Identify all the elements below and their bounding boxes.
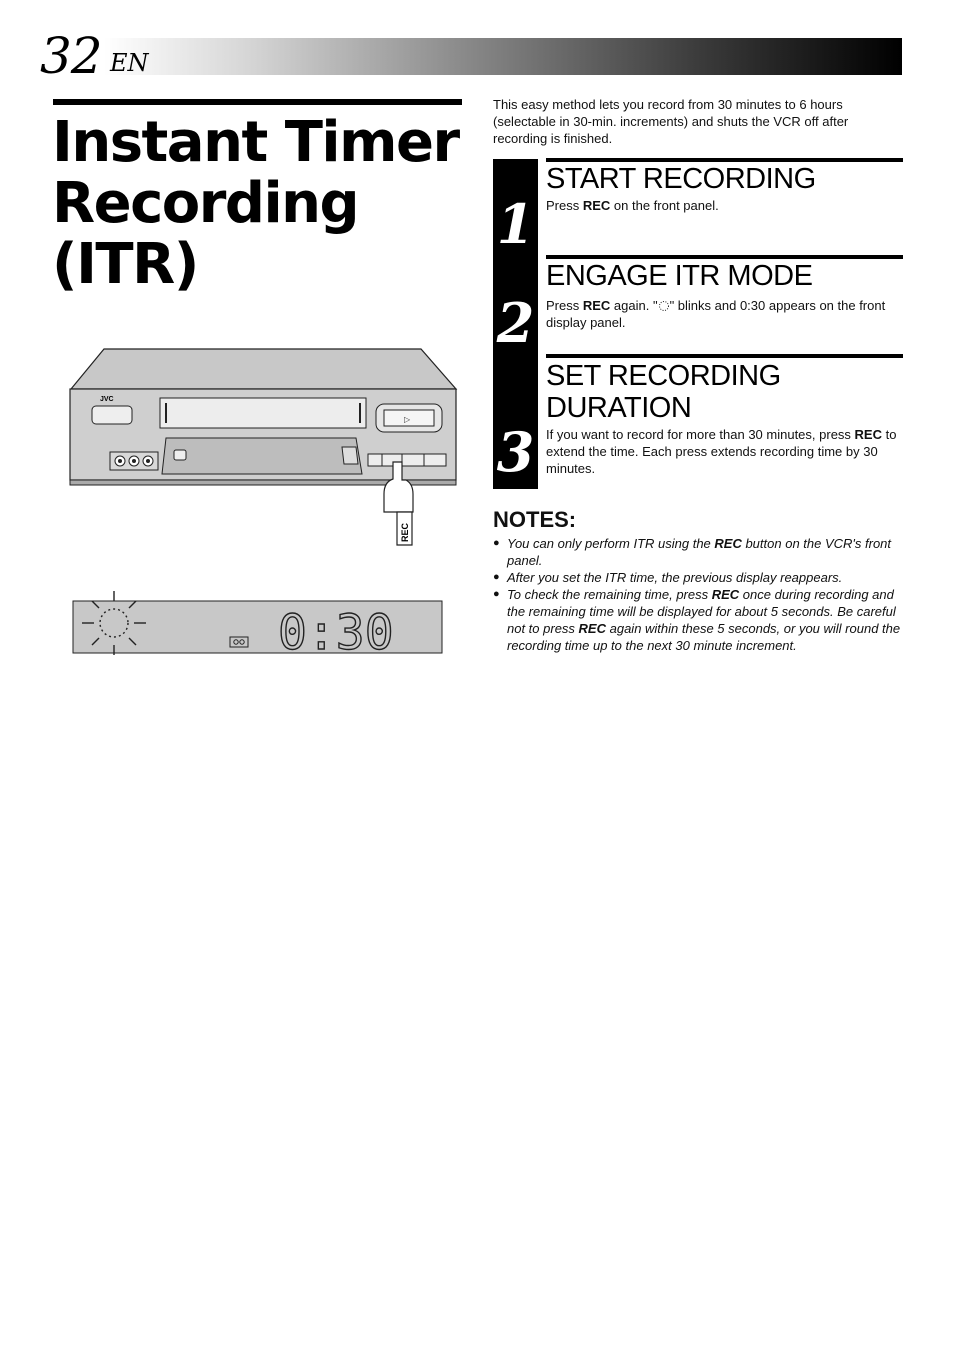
step-1-number: 1 [496, 192, 535, 256]
notes-list [493, 535, 903, 654]
step-2-rule [546, 255, 903, 259]
header-gradient-bar [104, 38, 902, 75]
front-display-panel [72, 589, 444, 655]
notes-title: NOTES: [493, 507, 577, 532]
step-1-heading: START RECORDING [546, 163, 816, 195]
intro-paragraph: This easy method lets you record from 30 minutes to 6 hours (selectable in 30-min. increments) and shuts the VCR off after recording is finished. [493, 97, 849, 146]
page-language: EN [110, 49, 149, 77]
note-text: You can only perform ITR using the REC button on the VCR's front panel. [507, 536, 892, 568]
note-text: To check the remaining time, press REC once during recording and the remaining time will be displayed for about 5 seconds. Be careful not to press REC again within these 5 seconds, or you will round the recording time up to the next 30 minute increment. [507, 587, 901, 653]
svg-text:▷: ▷ [404, 415, 411, 424]
page-number: 32 [40, 27, 102, 85]
step-3-text: If you want to record for more than 30 minutes, press REC to extend the time. Each press extends recording time by 30 minutes. [546, 427, 897, 476]
step-2-number: 2 [496, 291, 535, 355]
blink-icon [658, 300, 670, 312]
step-1-text: Press REC on the front panel. [546, 198, 719, 213]
step-1-rule [546, 158, 903, 162]
note-text: After you set the ITR time, the previous display reappears. [507, 570, 843, 585]
note-item: ● You can only perform ITR using the REC button on the VCR's front panel. [493, 536, 892, 568]
vcr-illustration [66, 344, 460, 549]
rec-finger-label: REC [400, 522, 410, 542]
step-3-heading: SET RECORDING DURATION [546, 360, 781, 424]
step-2-heading: ENGAGE ITR MODE [546, 260, 813, 292]
step-2-text: Press REC again. " " blinks and 0:30 appears on the front display panel. [546, 298, 886, 330]
step-3-number: 3 [496, 420, 535, 484]
note-item: ● To check the remaining time, press REC once during recording and the remaining time will be displayed for about 5 seconds. Be careful not to press REC again within these 5 seconds, or you will round the recording time up to the next 30 minute increment. [493, 587, 901, 653]
display-time: 0:30 [278, 605, 394, 655]
step-3-rule [546, 354, 903, 358]
page-title: Instant Timer Recording (ITR) [52, 110, 459, 297]
title-rule [53, 99, 462, 105]
note-item: ● After you set the ITR time, the previous display reappears. [493, 570, 843, 585]
vcr-brand-logo: JVC [100, 396, 114, 403]
